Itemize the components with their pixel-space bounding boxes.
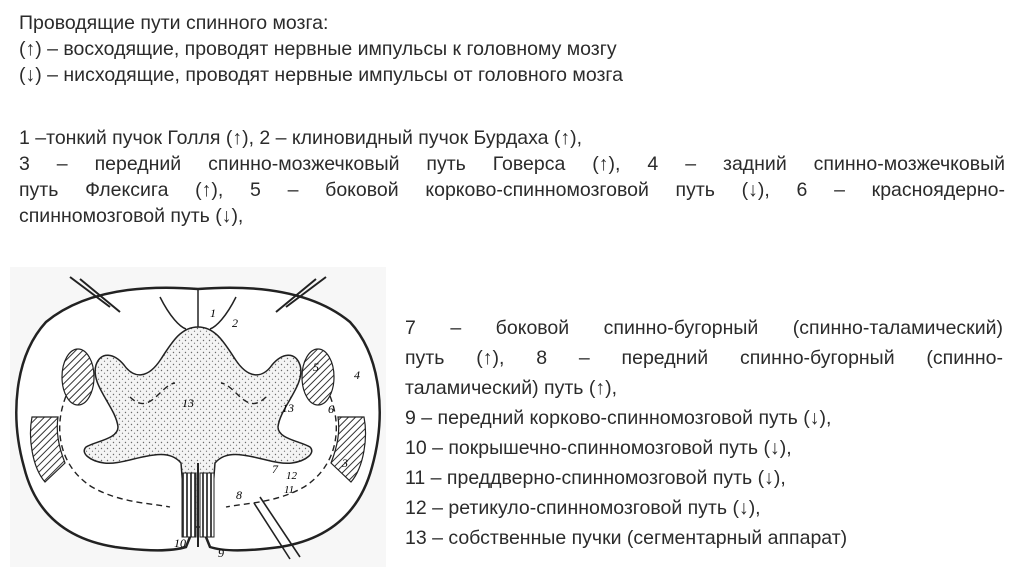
label-13-center: 13 [182, 396, 194, 410]
label-7: 7 [272, 462, 278, 476]
legend-top [19, 125, 1005, 229]
label-4: 4 [354, 368, 360, 382]
anterior-tract-left [182, 473, 196, 537]
label-9: 9 [218, 546, 224, 560]
anterior-tract-right [200, 473, 214, 537]
label-1: 1 [210, 306, 216, 320]
legend-line: 9 – передний корково-спинномозговой путь (↓), [405, 407, 832, 429]
legend-line: 11 – преддверно-спинномозговой путь (↓), [405, 467, 786, 489]
legend-line: 13 – собственные пучки (сегментарный аппарат) [405, 527, 848, 549]
legend-line: путь Флексига (↑), 5 – боковой корково-спинномозговой путь (↓), 6 – красноядерно- [19, 179, 1005, 201]
legend-line: 7 – боковой спинно-бугорный (спинно-таламический) [405, 317, 1003, 339]
label-10: 10 [174, 536, 186, 550]
label-2: 2 [232, 316, 238, 330]
legend-line: 3 – передний спинно-мозжечковый путь Говерса (↑), 4 – задний спинно-мозжечковый [19, 153, 1005, 175]
label-3: 3 [342, 456, 348, 470]
label-8: 8 [236, 488, 242, 502]
label-12: 12 [286, 470, 297, 482]
legend-line: 12 – ретикуло-спинномозговой путь (↓), [405, 497, 761, 519]
label-6: 6 [328, 402, 334, 416]
lateral-tract-right [302, 349, 334, 405]
legend-line: спинномозговой путь (↓), [19, 205, 244, 227]
lateral-tract-left [62, 349, 94, 405]
label-11: 11 [284, 484, 295, 496]
page-title: Проводящие пути спинного мозга: [19, 12, 329, 34]
legend-right [405, 313, 1003, 553]
descending-definition: (↓) – нисходящие, проводят нервные импульсы от головного мозга [19, 64, 623, 86]
spinal-cord-diagram [10, 267, 386, 567]
ascending-definition: (↑) – восходящие, проводят нервные импульсы к головному мозгу [19, 38, 617, 60]
label-13-right: 13 [282, 401, 294, 415]
legend-line: 10 – покрышечно-спинномозговой путь (↓), [405, 437, 792, 459]
legend-line: 1 –тонкий пучок Голля (↑), 2 – клиновидный пучок Бурдаха (↑), [19, 127, 583, 149]
legend-line: таламический) путь (↑), [405, 377, 618, 399]
legend-line: путь (↑), 8 – передний спинно-бугорный (спинно- [405, 347, 1003, 369]
label-5: 5 [313, 360, 319, 374]
